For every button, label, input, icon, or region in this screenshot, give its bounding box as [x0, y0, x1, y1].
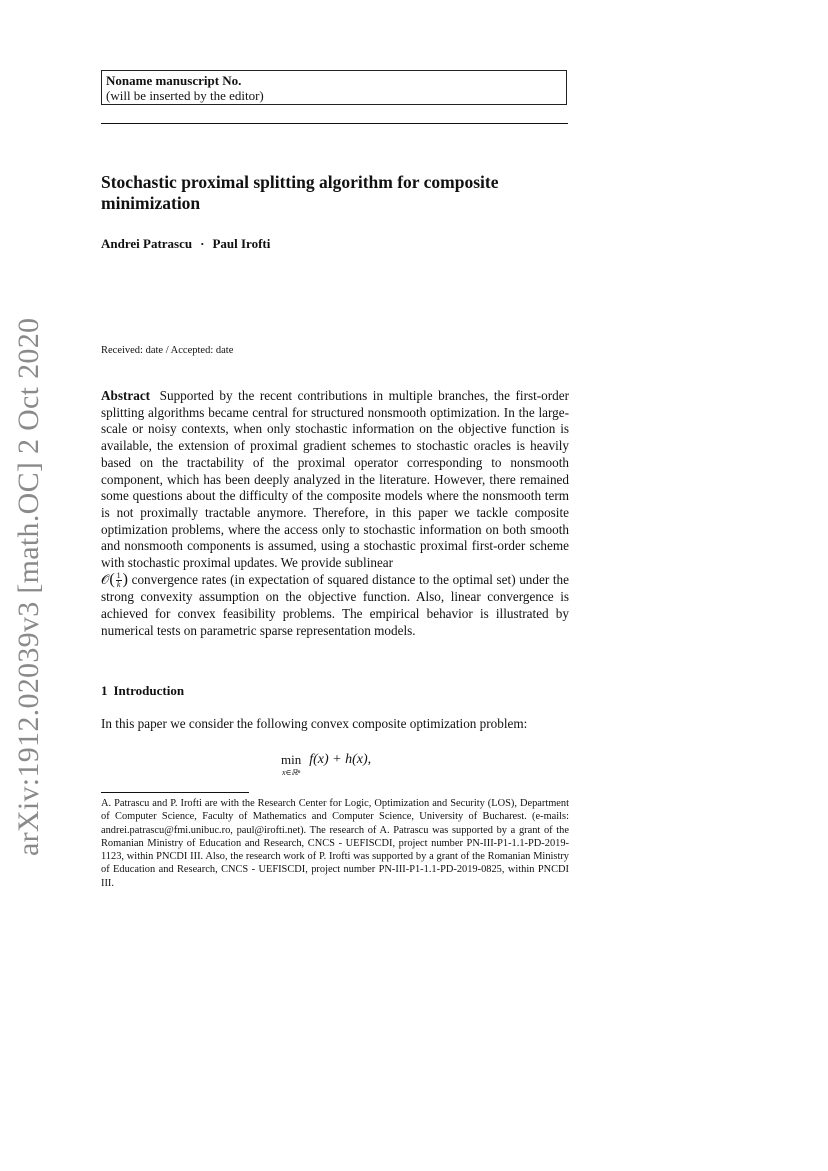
- author-name: Paul Irofti: [212, 236, 271, 251]
- fraction-denominator: k: [116, 580, 121, 590]
- optimization-equation: [281, 752, 371, 777]
- footnote-rule: [101, 792, 249, 793]
- abstract-text: Supported by the recent contributions in multiple branches, the first-order splitting algorithms became central for structured nonsmooth optimization. In the large-scale or noisy contexts, when only stochastic information on the objective function is available, the extension of proximal gradient schemes to stochastic oracles is heavily based on the tractability of the proximal operator corresponding to nonsmooth component, which has been deeply analyzed in the literature. However, there remained some questions about the difficulty of the composite models where the nonsmooth term is not proximally tractable anymore. Therefore, in this paper we tackle composite optimization problems, where the access only to stochastic information on both smooth and nonsmooth components is assumed, using a stochastic proximal first-order scheme with stochastic proximal updates. We provide sublinear: [101, 388, 570, 571]
- fraction-numerator: 1: [116, 571, 121, 581]
- big-o-symbol: 𝒪: [101, 571, 110, 587]
- section-number: 1: [101, 683, 108, 698]
- abstract-text: convergence rates (in expectation of squared distance to the optimal set) under the strong convexity assumption on the objective function. Also, linear convergence is achieved for convex feasibility problems. The empirical behavior is illustrated by numerical tests on parametric sparse representation models.: [101, 571, 569, 638]
- abstract: [101, 388, 569, 639]
- received-date: Received: date / Accepted: date: [101, 345, 234, 356]
- objective-expression: f(x) + h(x),: [309, 752, 372, 767]
- section-title: Introduction: [113, 683, 185, 698]
- editor-note: (will be inserted by the editor): [106, 88, 264, 103]
- complexity-formula: 𝒪( $\frac{1}{k}$ ): [101, 570, 128, 590]
- section-heading: [101, 683, 184, 699]
- min-label: min: [281, 752, 302, 767]
- min-subscript: x∈ℝⁿ: [281, 768, 301, 777]
- min-operator: [281, 752, 301, 777]
- author-name: Andrei Patrascu: [101, 236, 193, 251]
- author-separator: ·: [200, 236, 205, 251]
- arxiv-stamp: arXiv:1912.02039v3 [math.OC] 2 Oct 2020: [12, 317, 45, 856]
- header-rule: [101, 123, 568, 124]
- footnote: A. Patrascu and P. Irofti are with the Research Center for Logic, Optimization and Security (LOS), Department of Computer Science, Faculty of Mathematics and Computer Science, University of Bucharest. (e-mails: andrei.patrascu@fmi.unibuc.ro, paul@irofti.net). The research of A. Patrascu was supported by a grant of the Romanian Ministry of Education and Research, CNCS - UEFISCDI, project number PN-III-P1-1.1-PD-2019-1123, within PNCDI III. Also, the research work of P. Irofti was supported by a grant of the Romanian Ministry of Education and Research, CNCS - UEFISCDI, project number PN-III-P1-1.1-PD-2019-0825, within PNCDI III.: [101, 798, 569, 889]
- author-list: [101, 236, 270, 252]
- paper-title: Stochastic proximal splitting algorithm for composite minimization: [101, 172, 499, 213]
- manuscript-header-box: [101, 70, 567, 105]
- intro-paragraph: In this paper we consider the following convex composite optimization problem:: [101, 716, 528, 731]
- manuscript-number: Noname manuscript No.: [106, 73, 242, 88]
- abstract-heading: Abstract: [101, 388, 151, 403]
